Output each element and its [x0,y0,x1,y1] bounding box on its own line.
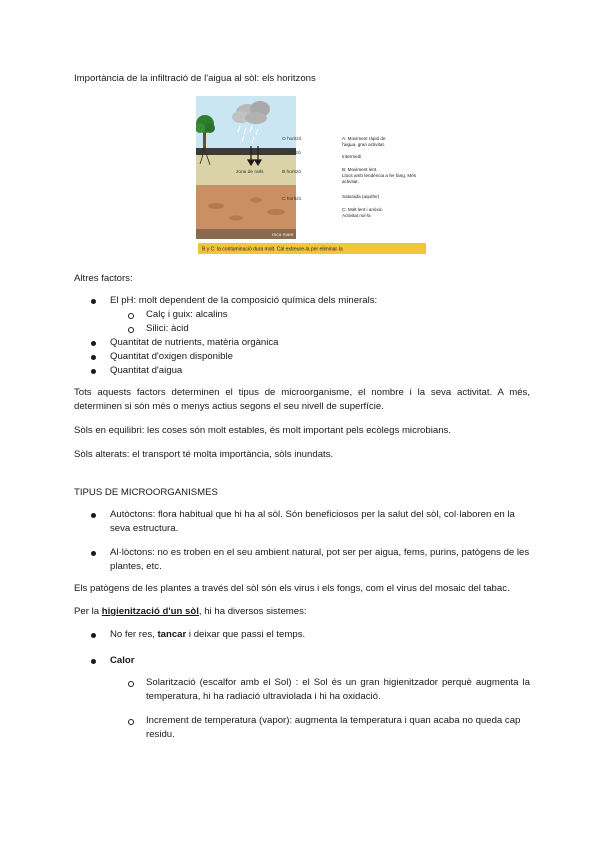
legend-intermedi: Intermedi [342,154,362,159]
higienitzacio-term: higienització d'un sòl [101,606,199,617]
horizon-label-rock: roca mare [272,233,294,238]
legend-a-line2: l'aigua, gran activitat. [342,142,386,147]
paragraph-equilibri: Sòls en equilibri: les coses són molt estables, és molt important pels ecòlegs microbians. [74,425,451,436]
higienitzacio-item-calor: Calor [110,655,135,666]
tipus-item-alloctons: Al·lòctons: no es troben en el seu ambient natural, pot ser per aigua, fems, purins, patògens de les plantes, etc. [110,547,530,572]
altres-subitem-calc: Calç i guix: alcalins [146,309,228,320]
altres-item-oxigen: Quantitat d'oxigen disponible [110,351,233,362]
altres-subitem-silici: Silici: àcid [146,323,189,334]
circle-bullet-icon [128,313,134,319]
bullet-icon [91,369,96,374]
tipus-item-autoctons: Autòctons: flora habitual que hi ha al sòl. Són beneficiosos per la salut del sòl, col·laboren en la seva estructura. [110,509,515,534]
legend-c-line2: Activitat nul·la [342,213,371,218]
bullet-icon [91,551,96,556]
item1-after: i deixar que passi el temps. [186,629,306,640]
soil-horizons-figure [196,96,428,257]
higienitzacio-before: Per la [74,606,102,617]
horizon-label-o: O horitzó [282,137,302,142]
tipus-heading: TIPUS DE MICROORGANISMES [74,487,218,498]
circle-bullet-icon [128,327,134,333]
bullet-icon [91,513,96,518]
bullet-icon [91,355,96,360]
horizon-label-a: A horitzó [282,151,301,156]
legend-c-line1: C: Molt lent i anòxic. [342,207,384,212]
bullet-icon [91,633,96,638]
legend-c [342,207,385,218]
item1-bold: tancar [157,629,187,640]
legend-b-line1: B: Moviment lent. [342,167,378,172]
section-title: Importància de la infiltració de l'aigua al sòl: els horitzons [74,73,316,84]
higienitzacio-item-no-fer-res [110,628,530,642]
altres-heading: Altres factors: [74,273,133,284]
circle-bullet-icon [128,681,134,687]
altres-item-aigua: Quantitat d'aigua [110,365,183,376]
higienitzacio-after: , hi ha diversos sistemes: [198,606,307,617]
soil-diagram [196,96,428,257]
legend-saturada: Saturada (aquífer) [342,194,380,199]
altres-item-nutrients: Quantitat de nutrients, matèria orgànica [110,337,279,348]
horizon-o-layer [196,148,296,155]
legend-b-line3: activitat. [342,179,359,184]
calor-subitem-vapor: Increment de temperatura (vapor): augmenta la temperatura i quan acaba no queda cap residu. [146,715,521,740]
bullet-icon [91,659,96,664]
bullet-icon [91,341,96,346]
legend-a-line1: A: Moviment ràpid de [342,136,386,141]
item1-before: No fer res, [110,629,158,640]
paragraph-higienitzacio [74,605,530,619]
legend-b [342,167,417,184]
figure-caption: B y C: la contaminació dura molt. Cal extreure-la per eliminar-la [202,246,343,253]
paragraph-patogens: Els patògens de les plantes a través del sòl són els virus i els fongs, com el virus del mosaic del tabac. [74,583,510,594]
paragraph-alterats: Sòls alterats: el transport té molta importància, sòls inundats. [74,449,334,460]
altres-item-ph: El pH: molt dependent de la composició química dels minerals: [110,295,378,306]
legend-a [342,136,387,147]
horizon-label-b: B horitzó [282,170,301,175]
calor-subitem-solaritzacio: Solarització (escalfor amb el Sol) : el Sol és un gran higienitzador perquè augmenta la temperatura, hi ha radiació ultraviolada i hi ha oxidació. [146,677,530,702]
bullet-icon [91,299,96,304]
circle-bullet-icon [128,719,134,725]
paragraph-factors: Tots aquests factors determinen el tipus de microorganisme, el nombre i la seva activitat. A més, determinen si són més o menys actius segons el seu nivell de superfície. [74,387,530,412]
legend-b-line2: Llocs amb tendència a fer fang. Més [342,173,417,178]
root-zone-label: zona de raïls [236,170,264,175]
horizon-label-c: C horitzó [282,197,302,202]
